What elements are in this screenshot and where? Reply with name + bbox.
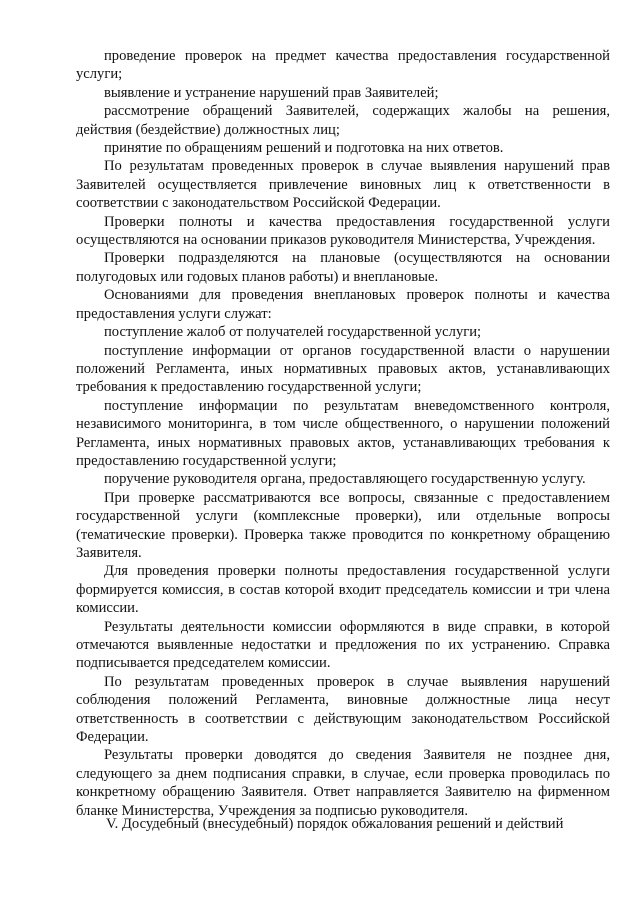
paragraph: Основаниями для проведения внеплановых проверок полноты и качества предоставления услуги служат: [76, 287, 610, 322]
paragraph: поручение руководителя органа, предоставляющего государственную услугу. [104, 471, 586, 488]
paragraph: Результаты проверки доводятся до сведения Заявителя не позднее дня, следующего за днем подписания справки, в случае, если проверка проводилась по конкретному обращению Заявителя. Ответ направляется Заявителю на фирменном бланке Министерства, Учреждения за подписью руководителя. [76, 747, 610, 819]
paragraph: По результатам проведенных проверок в случае выявления нарушений соблюдения положений Регламента, виновные должностные лица несут ответственность в соответствии с действующим законодательством Российской Федерации. [76, 673, 610, 746]
paragraph: поступление информации от органов государственной власти о нарушении положений Регламента, иных нормативных правовых актов, устанавливающих требования к предоставлению государственной услуги; [76, 342, 610, 396]
section-heading: V. Досудебный (внесудебный) порядок обжалования решений и действий [106, 816, 564, 832]
paragraph: выявление и устранение нарушений прав Заявителей; [104, 84, 439, 101]
paragraph: проведение проверок на предмет качества предоставления государственной услуги; [76, 48, 610, 83]
paragraph: принятие по обращениям решений и подготовка на них ответов. [104, 140, 504, 157]
paragraph: поступление информации по результатам вневедомственного контроля, независимого мониторинга, в том числе общественного, о нарушении положений Регламента, иных нормативных правовых актов, устанавливающих требования к предоставлению государственной услуги; [76, 397, 610, 469]
paragraph: По результатам проведенных проверок в случае выявления нарушений прав Заявителей осуществляется привлечение виновных лиц к ответственности в соответствии с законодательством Российской Федерации. [76, 158, 610, 212]
paragraph: При проверке рассматриваются все вопросы, связанные с предоставлением государственной услуги (комплексные проверки), или отдельные вопросы (тематические проверки). Проверка также проводится по конкретному обращению Заявителя. [76, 489, 610, 561]
paragraph: Результаты деятельности комиссии оформляются в виде справки, в которой отмечаются выявленные недостатки и предложения по их устранению. Справка подписывается председателем комиссии. [76, 618, 610, 672]
paragraph: Проверки подразделяются на плановые (осуществляются на основании полугодовых или годовых планов работы) и внеплановые. [76, 250, 610, 285]
paragraph: Проверки полноты и качества предоставления государственной услуги осуществляются на основании приказов руководителя Министерства, Учреждения. [76, 213, 610, 249]
paragraph: Для проведения проверки полноты предоставления государственной услуги формируется комиссия, в состав которой входит председатель комиссии и три члена комиссии. [76, 563, 610, 617]
document-body [76, 47, 610, 820]
paragraph: рассмотрение обращений Заявителей, содержащих жалобы на решения, действия (бездействие) должностных лиц; [76, 103, 610, 138]
paragraph: поступление жалоб от получателей государственной услуги; [104, 324, 482, 341]
